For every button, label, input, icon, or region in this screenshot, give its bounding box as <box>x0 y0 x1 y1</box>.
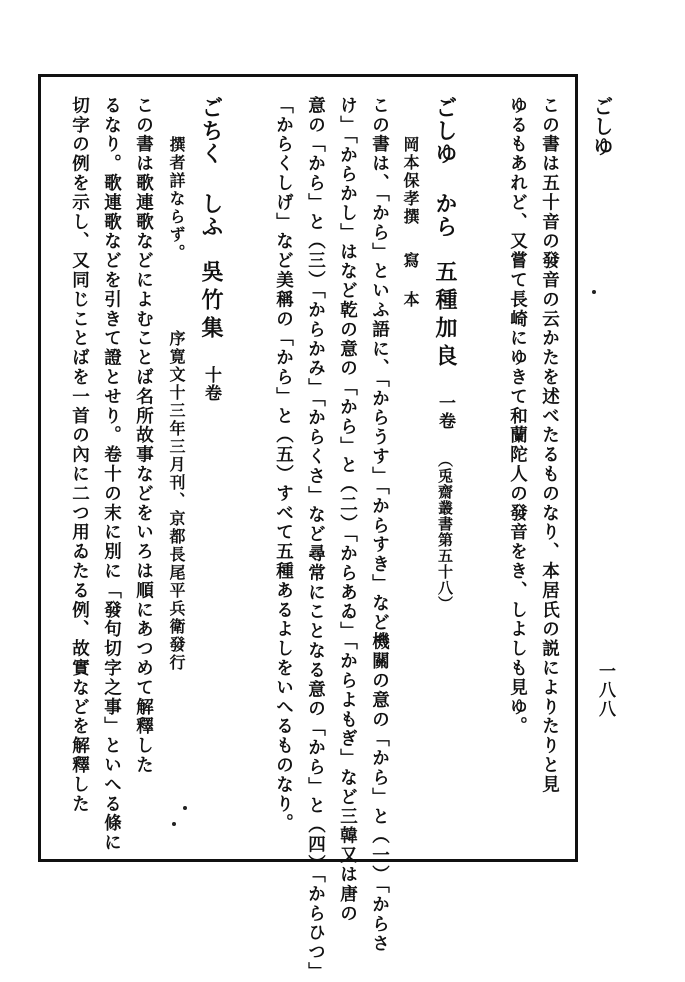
publication-line: 序寛文十三年三月刊、京都長尾平兵衛發行 <box>167 330 186 672</box>
heading-volume-count: 一卷 <box>435 394 455 430</box>
entry-heading-goshu-kara <box>432 96 458 612</box>
heading-series-note: （兎齋叢書第五十八） <box>436 452 454 612</box>
running-head: ごしゆ <box>590 96 614 156</box>
gochiku-shu-line-2: るなり。歌連歌などを引きて證とせり。卷十の末に別に「發句切字之事」といへる條に <box>101 96 122 853</box>
gochiku-shu-line-1: この書は歌連歌などによむことば名所故事などをいろは順にあつめて解釋した <box>133 96 154 775</box>
page-number: 一八八 <box>595 662 615 719</box>
print-speck <box>172 822 176 826</box>
continuation-line-1: この書は五十音の發音の云かたを述べたるものなり、本居氏の説によりたりと見 <box>539 96 560 795</box>
author-line: 岡本保孝撰 <box>401 136 420 226</box>
heading-kanji: 五種加良 <box>432 260 458 372</box>
print-speck <box>592 290 596 294</box>
heading-kanji: 吳竹集 <box>198 260 224 344</box>
heading-kana: ごしゆ から <box>432 96 458 238</box>
goshu-kara-line-4: 「からくしげ」など美稱の「から」と（五）すべて五種あるよしをいへるものなり。 <box>273 96 294 834</box>
print-speck <box>183 806 187 810</box>
goshu-kara-line-3: 意の「から」と（三）「からかみ」「からくさ」など尋常にことなる意の「から」と（四）「からひつ」 <box>305 96 326 982</box>
goshu-kara-line-1: この書は、「から」といふ語に、「からうす」「からすき」など機關の意の「から」と（一）「からさ <box>369 96 390 954</box>
goshu-kara-line-2: け」「からかし」はなど乾の意の「から」と（二）「からあゐ」「からよもぎ」など三韓又は唐の <box>337 96 358 924</box>
entry-heading-gochiku-shu <box>200 96 222 556</box>
heading-kana: ごちく しふ <box>198 96 224 238</box>
continuation-line-2: ゆるもあれど、又嘗て長崎にゆきて和蘭陀人の發音をき、しよしも見ゆ。 <box>507 96 528 737</box>
heading-volume-count: 十卷 <box>201 366 221 402</box>
author-line: 撰者詳ならず。 <box>167 136 186 262</box>
gochiku-shu-line-3: 切字の例を示し、又同じことばを一首の內に二つ用ゐたる例、故實などを解釋した <box>69 96 90 814</box>
copy-type: 寫 本 <box>401 252 420 309</box>
entry-author-goshu-kara <box>402 136 418 636</box>
